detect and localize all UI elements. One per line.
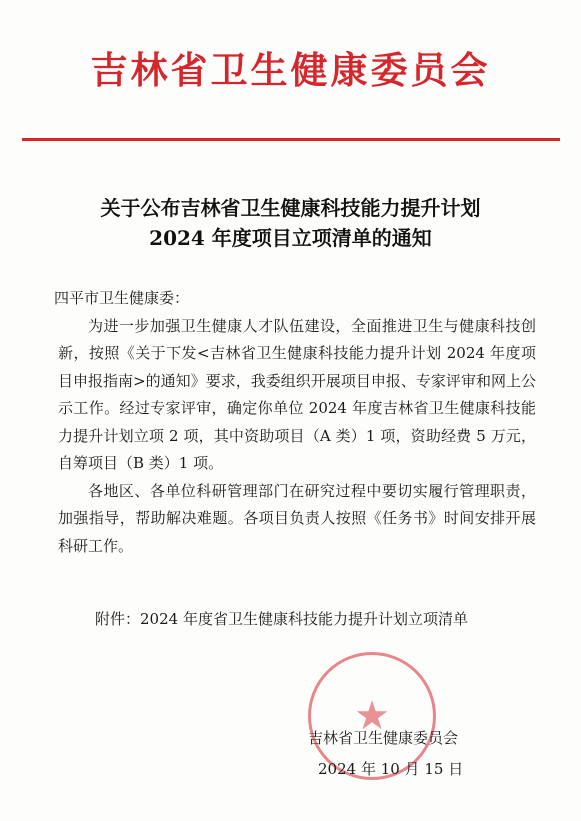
signer-org: 吉林省卫生健康委员会 (308, 729, 459, 747)
issuing-org-header: 吉林省卫生健康委员会 (90, 48, 491, 92)
issue-date: 2024 年 10 月 15 日 (318, 760, 464, 778)
header-red-rule (22, 138, 560, 141)
body-paragraph-2: 各地区、各单位科研管理部门在研究过程中要切实履行管理职责，加强指导，帮助解决难题。各项目负责人按照《任务书》时间安排开展科研工作。 (58, 481, 536, 555)
body-paragraph-1: 为进一步加强卫生健康人才队伍建设，全面推进卫生与健康科技创新，按照《关于下发<吉林省卫生健康科技能力提升计划 2024 年度项目申报指南>的通知》要求，我委组织开展项目申报、专家评审和网上公示工作。经过专家评审，确定你单位 2024 年度吉林省卫生健康科技能力提升计划立项 2 项，其中资助项目（A 类）1 项，资助经费 5 万元，自筹项目（B 类）1 项。 (58, 316, 536, 472)
document-body (54, 285, 536, 560)
title-line-1: 关于公布吉林省卫生健康科技能力提升计划 (100, 196, 481, 220)
salutation: 四平市卫生健康委： (54, 289, 190, 307)
title-line-2: 2024 年度项目立项清单的通知 (149, 226, 432, 250)
attachment-note: 附件：2024 年度省卫生健康科技能力提升计划立项清单 (95, 610, 468, 628)
seal-star-icon: ★ (354, 693, 390, 739)
document-title (0, 193, 581, 253)
